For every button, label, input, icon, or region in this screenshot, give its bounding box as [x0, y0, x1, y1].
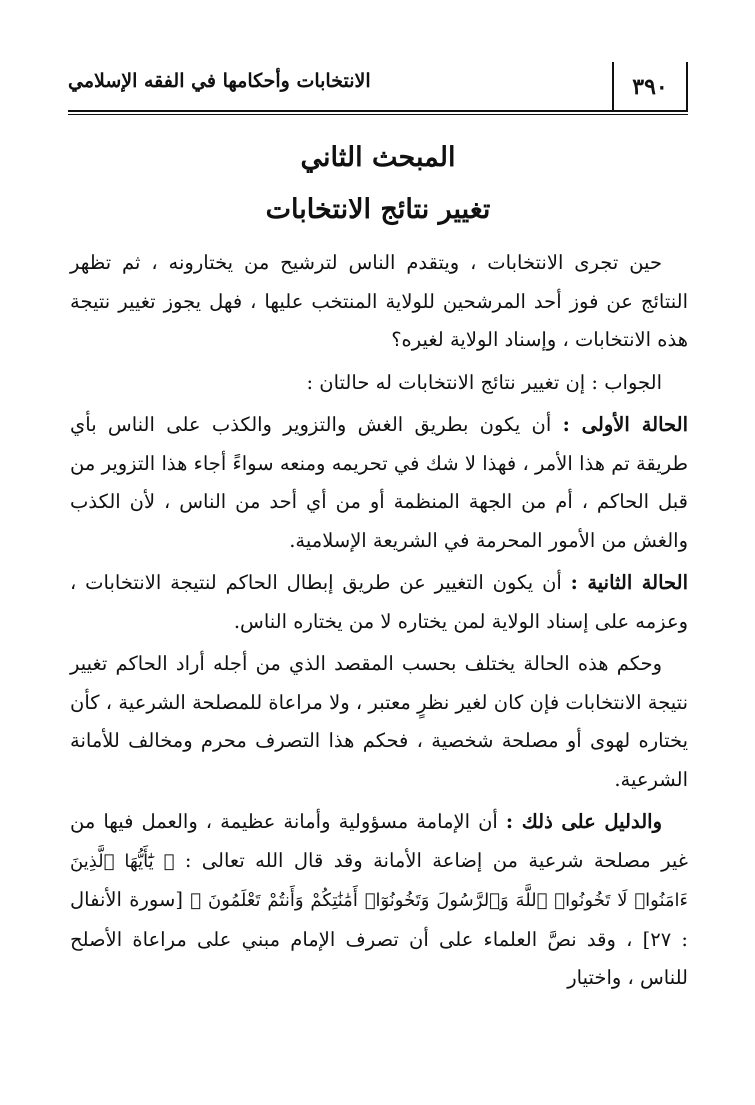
running-header	[68, 62, 688, 112]
running-title: الانتخابات وأحكامها في الفقه الإسلامي	[68, 70, 371, 92]
paragraph-evidence	[70, 803, 688, 998]
quran-verse: ﴿ يَٰٓأَيُّهَا ٱلَّذِينَ ءَامَنُوا۟ لَا تَخُونُوا۟ ٱللَّهَ وَٱلرَّسُولَ وَتَخُونُوٓا۟ أَمَٰنَٰتِكُمْ وَأَنتُمْ تَعْلَمُونَ ﴾	[70, 850, 688, 911]
second-case-label: الحالة الثانية :	[570, 571, 689, 594]
evidence-label: والدليل على ذلك :	[505, 810, 663, 833]
section-title: تغيير نتائج الانتخابات	[265, 194, 491, 225]
page-number: ٣٩٠	[612, 62, 688, 112]
paragraph-first-case	[70, 406, 688, 560]
evidence-text-b: [سورة الأنفال : ٢٧] ، وقد نصَّ العلماء على أن تصرف الإمام مبني على مراعاة الأصلح للناس ، واختيار	[70, 888, 688, 989]
second-case-text: أن يكون التغيير عن طريق إبطال الحاكم لنتيجة الانتخابات ، وعزمه على إسناد الولاية لمن يختاره لا من يختاره الناس.	[70, 571, 688, 633]
header-rule	[68, 110, 688, 112]
first-case-text: أن يكون بطريق الغش والتزوير والكذب على الناس بأي طريقة تم هذا الأمر ، فهذا لا شك في تحريمه ومنعه سواءً أجاء هذا التزوير من قبل الحاكم ، أم من الجهة المنظمة أو من أي أحد من الناس ، لأن الكذب والغش من الأمور المحرمة في الشريعة الإسلامية.	[70, 413, 688, 552]
body-text	[70, 244, 688, 1002]
header-rule-thin	[68, 114, 688, 115]
evidence-text-a: أن الإمامة مسؤولية وأمانة عظيمة ، والعمل فيها من غير مصلحة شرعية من إضاعة الأمانة وقد قال الله تعالى :	[70, 810, 688, 872]
paragraph-second-case	[70, 564, 688, 641]
paragraph-answer: الجواب : إن تغيير نتائج الانتخابات له حالتان :	[306, 370, 662, 394]
paragraph-question: حين تجرى الانتخابات ، ويتقدم الناس لترشيح من يختارونه ، ثم تظهر النتائج عن فوز أحد المرشحين للولاية المنتخب عليها ، فهل يجوز تغيير نتيجة هذه الانتخابات ، وإسناد الولاية لغيره؟	[70, 251, 688, 351]
section-heading: المبحث الثاني	[300, 142, 456, 173]
paragraph-ruling: وحكم هذه الحالة يختلف بحسب المقصد الذي من أجله أراد الحاكم تغيير نتيجة الانتخابات فإن كان لغير نظرٍ معتبر ، ولا مراعاة للمصلحة الشرعية ، كأن يختاره لهوى أو مصلحة شخصية ، فحكم هذا التصرف محرم ومخالف للأمانة الشرعية.	[70, 652, 688, 791]
first-case-label: الحالة الأولى :	[562, 413, 688, 436]
